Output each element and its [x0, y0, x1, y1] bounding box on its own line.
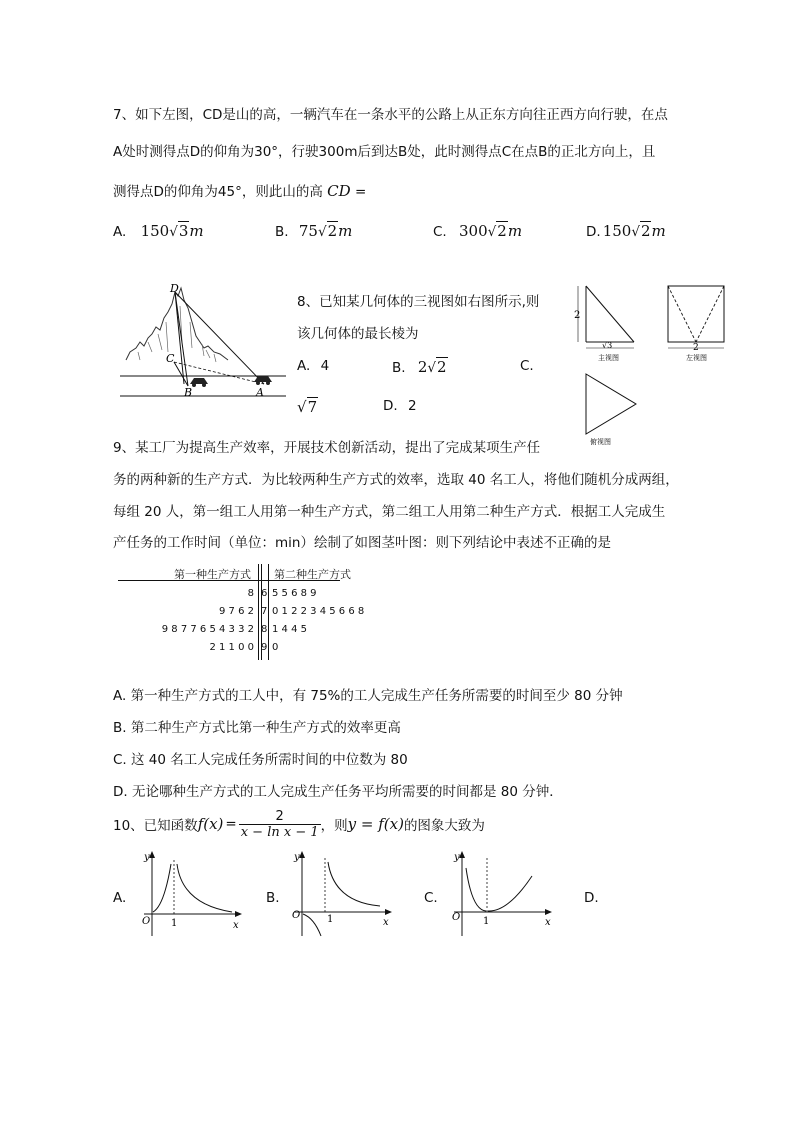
q8-option-c-value: [297, 398, 318, 416]
q8-line1: 8、已知某几何体的三视图如右图所示,则: [297, 294, 540, 310]
q10-prefix: 10、已知函数: [113, 818, 198, 834]
q9-line1: 9、某工厂为提高生产效率，开展技术创新活动，提出了完成某项生产任: [113, 440, 541, 456]
side-view-label: 左视图: [686, 354, 707, 362]
stem-row-2: 7: [261, 606, 268, 617]
origin: O: [292, 910, 301, 921]
stem-row-1: 6: [261, 588, 268, 599]
q8-option-d: [383, 398, 417, 414]
option-coef: 2: [417, 358, 428, 376]
q7-line3: [113, 180, 366, 200]
sqrt-symbol: √2: [631, 222, 651, 240]
sqrt-symbol: √3: [169, 222, 189, 240]
front-height-label: 2: [574, 310, 581, 321]
tick-one: 1: [171, 918, 178, 929]
sqrt-symbol: √2: [427, 358, 447, 376]
sqrt-symbol: √2: [317, 222, 338, 240]
q9-line4: 产任务的工作时间（单位：min）绘制了如图茎叶图：则下列结论中表述不正确的是: [113, 535, 611, 551]
stem-row-4: 9: [261, 642, 268, 653]
q9-line3: 每组 20 人，第一组工人用第一种生产方式，第二组工人用第二种生产方式．根据工人完成生: [113, 504, 666, 520]
radicand: 2: [640, 222, 651, 240]
left-leaves-row-3: 9 8 7 7 6 5 4 3 3 2: [161, 624, 254, 635]
front-base-label: √3: [602, 341, 613, 350]
q8-option-a: [297, 358, 329, 374]
radicand: 3: [178, 222, 189, 240]
stem-leaf-plot: [118, 562, 398, 662]
option-label: D.: [383, 398, 398, 414]
option-label: D.: [586, 224, 601, 240]
q9-option-a: A. 第一种生产方式的工人中，有 75%的工人完成生产任务所需要的时间至少 80 分钟: [113, 688, 623, 704]
q7-option-a: [113, 222, 204, 240]
graph-a: [138, 848, 246, 940]
right-leaves-row-4: 0: [272, 642, 279, 653]
origin: O: [142, 916, 151, 927]
q7-option-c: [433, 222, 522, 240]
sqrt-symbol: √2: [487, 222, 507, 240]
q7-equals: =: [354, 184, 367, 200]
option-unit: m: [189, 222, 204, 240]
option-coef: 75: [298, 222, 318, 240]
radicand: 2: [437, 358, 447, 376]
origin: O: [452, 912, 461, 923]
q7-cd-symbol: CD: [327, 182, 351, 200]
option-label: A.: [297, 358, 311, 374]
fraction-numerator: 2: [239, 809, 321, 825]
q10-suffix1: ，则: [320, 818, 348, 834]
option-value: 4: [320, 358, 330, 374]
option-label: A.: [113, 224, 127, 240]
q10-fraction: [239, 809, 321, 840]
sqrt-symbol: √7: [297, 398, 318, 416]
q10-suffix2: 的图象大致为: [403, 818, 485, 834]
q10-option-d-label: D.: [584, 890, 599, 906]
q8-option-c-label: C.: [520, 358, 534, 374]
header-left: 第一种生产方式: [174, 568, 251, 581]
q9-option-b: B. 第二种生产方式比第一种生产方式的效率更高: [113, 720, 401, 736]
right-leaves-row-1: 5 5 6 8 9: [272, 588, 317, 599]
right-leaves-row-2: 0 1 2 2 3 4 5 6 6 8: [272, 606, 365, 617]
q7-line1: 7、如下左图，CD是山的高，一辆汽车在一条水平的公路上从正东方向往正西方向行驶，在点: [113, 107, 668, 123]
axis-x: x: [383, 917, 389, 928]
graph-b: [288, 848, 396, 940]
option-label: B.: [275, 224, 289, 240]
top-view-figure: [580, 370, 644, 446]
q10-stem: [113, 804, 485, 844]
q10-option-a-label: A.: [113, 890, 127, 906]
side-view-figure: [664, 282, 728, 366]
front-view-label: 主视图: [598, 354, 619, 362]
side-base-label: 2: [693, 343, 699, 353]
axis-x: x: [233, 920, 239, 931]
option-coef: 150: [140, 222, 170, 240]
front-view-figure: [572, 282, 644, 366]
graph-c: [448, 848, 556, 940]
header-right: 第二种生产方式: [274, 568, 351, 581]
q7-option-d: [586, 222, 666, 240]
q10-option-c-label: C.: [424, 890, 438, 906]
axis-y: y: [454, 852, 460, 863]
q7-line3-text: 测得点D的仰角为45°，则此山的高: [113, 184, 323, 200]
q10-option-b-label: B.: [266, 890, 280, 906]
q8-line2: 该几何体的最长棱为: [297, 326, 419, 342]
right-leaves-row-3: 1 4 4 5: [272, 624, 307, 635]
q10-fx: f(x): [197, 815, 224, 833]
fraction-denominator: x − ln x − 1: [240, 824, 319, 840]
label-a: A: [256, 386, 264, 399]
tick-one: 1: [327, 914, 334, 925]
option-unit: m: [651, 222, 666, 240]
option-label: B.: [392, 360, 406, 376]
mountain-figure: [118, 282, 288, 402]
option-coef: 150: [602, 222, 632, 240]
q8-option-b: [392, 358, 448, 376]
axis-y: y: [294, 852, 300, 863]
option-coef: 300: [459, 222, 488, 240]
label-c: C: [166, 352, 175, 365]
radicand: 2: [497, 222, 507, 240]
q7-option-b: [275, 222, 352, 240]
q9-option-c: C. 这 40 名工人完成任务所需时间的中位数为 80: [113, 752, 408, 768]
tick-one: 1: [483, 916, 490, 927]
left-leaves-row-2: 9 7 6 2: [219, 606, 254, 617]
label-d: D: [170, 282, 179, 295]
option-value: 2: [407, 398, 417, 414]
radicand: 7: [307, 398, 318, 416]
q10-equals: =: [225, 816, 237, 832]
q10-yfx: y = f(x): [347, 815, 404, 833]
label-b: B: [184, 386, 193, 399]
left-leaves-row-1: 8: [247, 588, 254, 599]
top-view-label: 俯视图: [590, 438, 611, 446]
left-leaves-row-4: 2 1 1 0 0: [209, 642, 254, 653]
option-label: C.: [433, 224, 447, 240]
radicand: 2: [327, 222, 338, 240]
q9-option-d: D. 无论哪种生产方式的工人完成生产任务平均所需要的时间都是 80 分钟．: [113, 784, 563, 800]
axis-y: y: [144, 852, 150, 863]
stem-row-3: 8: [261, 624, 268, 635]
q9-line2: 务的两种新的生产方式．为比较两种生产方式的效率，选取 40 名工人，将他们随机分成两组，: [113, 472, 679, 488]
q7-line2: A处时测得点D的仰角为30°，行驶300m后到达B处，此时测得点C在点B的正北方向上，且: [113, 144, 656, 160]
axis-x: x: [545, 917, 551, 928]
option-unit: m: [338, 222, 353, 240]
option-unit: m: [507, 222, 523, 240]
